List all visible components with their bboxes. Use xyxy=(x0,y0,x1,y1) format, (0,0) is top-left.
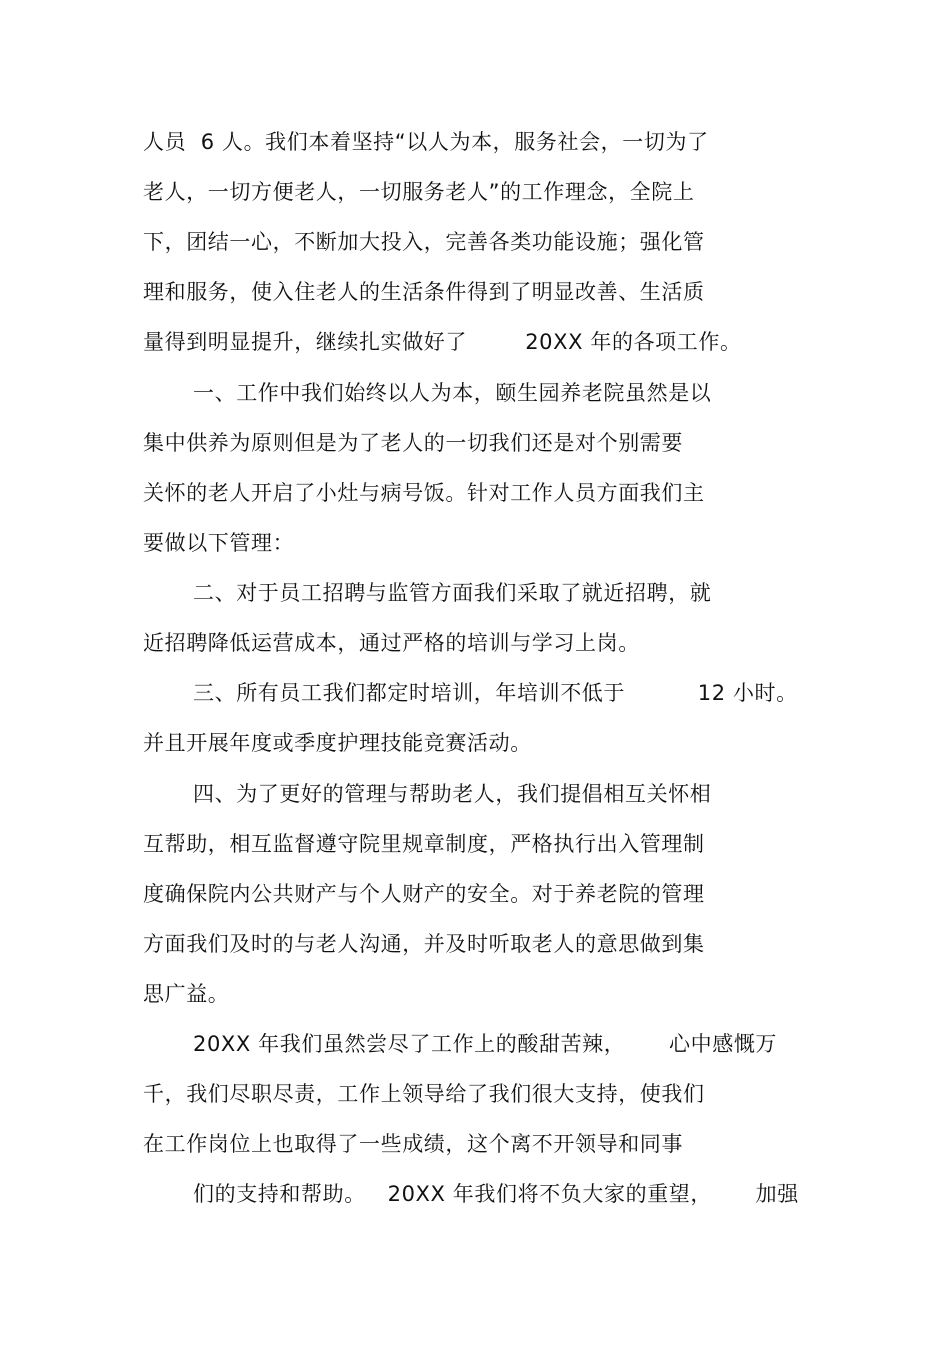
paragraph-1-first-line: 一、工作中我们始终以人为本，颐生园养老院虽然是以 xyxy=(193,381,712,405)
paragraph-4-first-line: 四、为了更好的管理与帮助老人，我们提倡相互关怀相 xyxy=(193,782,712,806)
text-line: 度确保院内公共财产与个人财产的安全。对于养老院的管理 xyxy=(143,882,705,906)
text-line: 思广益。 xyxy=(143,982,230,1006)
text-line: 并且开展年度或季度护理技能竞赛活动。 xyxy=(143,731,532,755)
paragraph-5-first-line: 20XX 年我们虽然尝尽了工作上的酸甜苦辣， 心中感慨万 xyxy=(193,1032,778,1056)
text-line: 要做以下管理： xyxy=(143,531,295,555)
paragraph-2-first-line: 二、对于员工招聘与监管方面我们采取了就近招聘，就 xyxy=(193,581,712,605)
text-line: 老人，一切方便老人，一切服务老人”的工作理念，全院上 xyxy=(143,180,695,204)
text-line: 理和服务，使入住老人的生活条件得到了明显改善、生活质 xyxy=(143,280,705,304)
text-line: 关怀的老人开启了小灶与病号饭。针对工作人员方面我们主 xyxy=(143,481,705,505)
text-line: 集中供养为原则但是为了老人的一切我们还是对个别需要 xyxy=(143,431,683,455)
text-line: 千，我们尽职尽责，工作上领导给了我们很大支持，使我们 xyxy=(143,1082,705,1106)
text-line: 互帮助，相互监督遵守院里规章制度，严格执行出入管理制 xyxy=(143,832,705,856)
text-line: 量得到明显提升，继续扎实做好了 20XX 年的各项工作。 xyxy=(143,330,742,354)
text-line: 们的支持和帮助。 20XX 年我们将不负大家的重望， 加强 xyxy=(193,1182,799,1206)
text-line: 方面我们及时的与老人沟通，并及时听取老人的意思做到集 xyxy=(143,932,705,956)
paragraph-3-first-line: 三、所有员工我们都定时培训，年培训不低于 12 小时。 xyxy=(193,681,798,705)
text-line: 近招聘降低运营成本，通过严格的培训与学习上岗。 xyxy=(143,631,640,655)
text-line: 在工作岗位上也取得了一些成绩，这个离不开领导和同事 xyxy=(143,1132,683,1156)
text-line: 下，团结一心，不断加大投入，完善各类功能设施；强化管 xyxy=(143,230,705,254)
text-line: 人员 6 人。我们本着坚持“以人为本，服务社会，一切为了 xyxy=(143,130,709,154)
